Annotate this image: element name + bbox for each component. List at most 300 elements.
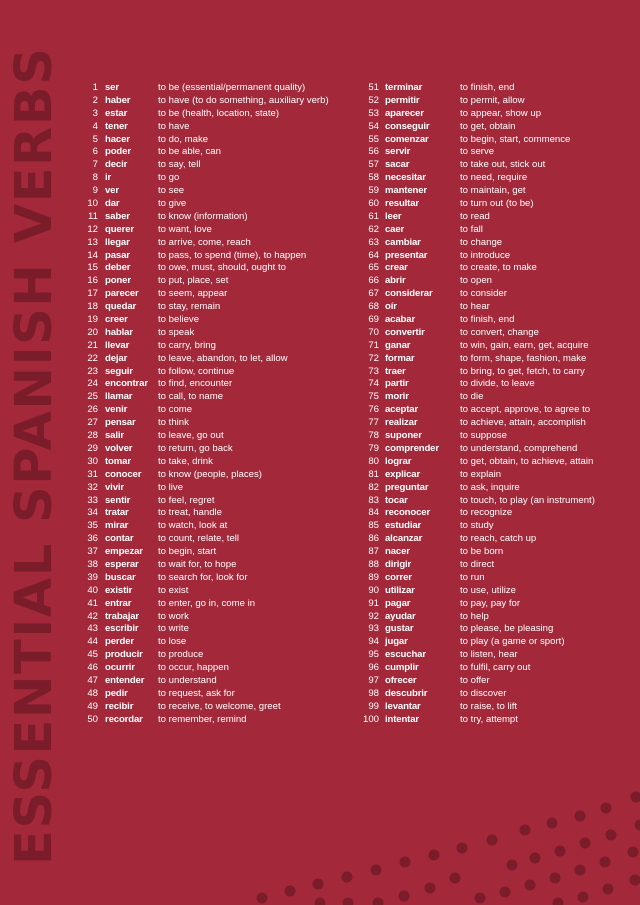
decor-dot xyxy=(580,838,591,849)
verb-meaning: to request, ask for xyxy=(158,687,235,699)
verb-number: 70 xyxy=(368,326,379,338)
verb-meaning: to touch, to play (an instrument) xyxy=(460,494,595,506)
verb-meaning: to suppose xyxy=(460,430,507,442)
verb-spanish: mantener xyxy=(385,185,427,197)
verb-meaning: to reach, catch up xyxy=(460,533,537,545)
verb-spanish: llamar xyxy=(105,391,133,403)
verb-meaning: to know (information) xyxy=(158,210,248,222)
verb-spanish: volver xyxy=(105,442,133,454)
verb-meaning: to finish, end xyxy=(460,82,515,93)
verb-spanish: entender xyxy=(105,674,145,686)
verb-meaning: to get, obtain xyxy=(460,120,516,132)
verb-number: 27 xyxy=(87,417,98,429)
decor-dot xyxy=(373,898,384,905)
verb-meaning: to produce xyxy=(158,649,204,661)
verb-meaning: to please, be pleasing xyxy=(460,623,554,635)
verb-number: 66 xyxy=(368,275,379,287)
decor-dot xyxy=(525,880,536,891)
verb-number: 48 xyxy=(87,687,98,699)
verb-meaning: to call, to name xyxy=(158,391,224,403)
verb-number: 86 xyxy=(368,533,379,545)
decor-dot xyxy=(630,875,640,886)
verb-spanish: recibir xyxy=(105,700,134,712)
verb-spanish: vivir xyxy=(105,481,124,493)
verb-meaning: to begin, start xyxy=(158,546,217,558)
verb-meaning: to owe, must, should, ought to xyxy=(158,262,286,274)
verb-meaning: to begin, start, commence xyxy=(460,133,571,145)
verb-number: 40 xyxy=(87,584,98,596)
verb-number: 91 xyxy=(368,597,379,609)
verb-number: 63 xyxy=(368,236,379,248)
verb-spanish: leer xyxy=(385,210,402,222)
verb-number: 61 xyxy=(368,210,379,222)
verb-number: 36 xyxy=(87,533,98,545)
verb-number: 24 xyxy=(87,378,98,390)
verb-spanish: jugar xyxy=(385,636,408,648)
verb-spanish: tener xyxy=(105,120,128,132)
verb-spanish: morir xyxy=(385,391,409,403)
decor-dot xyxy=(342,872,353,883)
verb-spanish: mirar xyxy=(105,520,129,532)
verb-meaning: to pay, pay for xyxy=(460,597,521,609)
verb-number: 31 xyxy=(87,468,98,480)
verb-meaning: to finish, end xyxy=(460,314,515,326)
verb-meaning: to achieve, attain, accomplish xyxy=(460,417,586,429)
verb-meaning: to see xyxy=(158,185,185,197)
verb-spanish: conocer xyxy=(105,468,142,480)
verb-number: 26 xyxy=(87,404,98,416)
verb-meaning: to occur, happen xyxy=(158,662,229,674)
verb-spanish: alcanzar xyxy=(385,533,423,545)
decor-dot xyxy=(475,893,486,904)
verb-number: 60 xyxy=(368,198,379,210)
verb-number: 28 xyxy=(87,430,98,442)
verb-meaning: to find, encounter xyxy=(158,378,233,390)
verb-meaning: to leave, abandon, to let, allow xyxy=(158,352,288,364)
decor-dot xyxy=(371,865,382,876)
decor-dot xyxy=(555,846,566,857)
decor-dot xyxy=(425,883,436,894)
verb-meaning: to arrive, come, reach xyxy=(158,236,251,248)
verb-meaning: to accept, approve, to agree to xyxy=(460,404,591,416)
verb-spanish: ayudar xyxy=(385,610,416,622)
verb-spanish: ver xyxy=(105,185,119,197)
verb-spanish: salir xyxy=(105,430,124,442)
verb-number: 16 xyxy=(87,275,98,287)
verb-number: 100 xyxy=(362,713,379,725)
verb-meaning: to study xyxy=(460,520,494,532)
verb-number: 90 xyxy=(368,584,379,596)
verb-spanish: dirigir xyxy=(385,558,412,570)
verb-spanish: venir xyxy=(105,404,128,416)
verb-spanish: descubrir xyxy=(385,687,428,699)
verb-number: 30 xyxy=(87,455,98,467)
verb-spanish: pagar xyxy=(385,597,411,609)
verb-number: 93 xyxy=(368,623,379,635)
verb-number: 10 xyxy=(87,198,98,210)
verb-spanish: tocar xyxy=(385,494,408,506)
decor-dot xyxy=(457,843,468,854)
verb-meaning: to enter, go in, come in xyxy=(158,597,256,609)
verb-meaning: to consider xyxy=(460,288,507,300)
verb-spanish: escuchar xyxy=(385,649,426,661)
verb-spanish: correr xyxy=(385,571,412,583)
verb-spanish: reconocer xyxy=(385,507,431,519)
decor-dot xyxy=(547,818,558,829)
verb-spanish: dar xyxy=(105,198,120,210)
verb-meaning: to receive, to welcome, greet xyxy=(158,700,281,712)
verb-spanish: recordar xyxy=(105,713,143,725)
verb-number: 37 xyxy=(87,546,98,558)
verb-meaning: to form, shape, fashion, make xyxy=(460,352,587,364)
verb-spanish: permitir xyxy=(385,94,420,106)
decor-dot xyxy=(487,835,498,846)
verb-spanish: ganar xyxy=(385,339,411,351)
verb-meaning: to raise, to lift xyxy=(460,700,518,712)
verb-number: 15 xyxy=(87,262,98,274)
verb-number: 65 xyxy=(368,262,379,274)
verb-number: 5 xyxy=(92,133,98,145)
verb-meaning: to give xyxy=(158,198,187,210)
verb-meaning: to need, require xyxy=(460,172,528,184)
verb-spanish: deber xyxy=(105,262,131,274)
verb-meaning: to divide, to leave xyxy=(460,378,535,390)
decor-dot xyxy=(575,811,586,822)
verb-number: 41 xyxy=(87,597,98,609)
verb-spanish: aceptar xyxy=(385,404,419,416)
verb-meaning: to think xyxy=(158,417,189,429)
verb-spanish: contar xyxy=(105,533,134,545)
verb-number: 51 xyxy=(368,82,379,93)
verb-meaning: to ask, inquire xyxy=(460,481,520,493)
verb-meaning: to direct xyxy=(460,558,495,570)
verb-spanish: trabajar xyxy=(105,610,139,622)
verb-spanish: caer xyxy=(385,223,405,235)
verb-meaning: to count, relate, tell xyxy=(158,533,240,545)
decor-dot xyxy=(575,865,586,876)
verb-number: 95 xyxy=(368,649,379,661)
verb-meaning: to seem, appear xyxy=(158,288,228,300)
verb-number: 97 xyxy=(368,674,379,686)
verb-spanish: nacer xyxy=(385,546,410,558)
verb-number: 99 xyxy=(368,700,379,712)
decor-dot xyxy=(285,886,296,897)
verb-meaning: to put, place, set xyxy=(158,275,229,287)
verb-number: 56 xyxy=(368,146,379,158)
verb-spanish: pensar xyxy=(105,417,136,429)
verb-number: 68 xyxy=(368,301,379,313)
verb-spanish: seguir xyxy=(105,365,133,377)
verb-meaning: to open xyxy=(460,275,493,287)
verb-spanish: resultar xyxy=(385,198,419,210)
decor-dot xyxy=(429,850,440,861)
verb-spanish: quedar xyxy=(105,301,137,313)
verb-number: 47 xyxy=(87,674,98,686)
verb-meaning: to hear xyxy=(460,301,490,313)
verb-meaning: to understand, comprehend xyxy=(460,442,578,454)
verb-number: 38 xyxy=(87,558,98,570)
verb-number: 11 xyxy=(88,210,98,222)
verb-meaning: to run xyxy=(460,571,485,583)
verb-number: 79 xyxy=(368,442,379,454)
verb-number: 6 xyxy=(92,146,98,158)
verb-meaning: to lose xyxy=(158,636,187,648)
verb-number: 94 xyxy=(368,636,379,648)
verb-number: 64 xyxy=(368,249,379,261)
verb-spanish: terminar xyxy=(385,82,423,93)
verb-number: 59 xyxy=(368,185,379,197)
verb-number: 82 xyxy=(368,481,379,493)
verb-spanish: haber xyxy=(105,94,131,106)
verb-number: 53 xyxy=(368,107,379,119)
decor-dot xyxy=(530,853,541,864)
decor-dot xyxy=(313,879,324,890)
verb-meaning: to search for, look for xyxy=(158,571,248,583)
verb-spanish: convertir xyxy=(385,326,425,338)
verb-spanish: oír xyxy=(385,301,397,313)
verb-number: 85 xyxy=(368,520,379,532)
verb-spanish: parecer xyxy=(105,288,139,300)
verb-spanish: sentir xyxy=(105,494,131,506)
verb-spanish: formar xyxy=(385,352,415,364)
verb-meaning: to know (people, places) xyxy=(158,468,262,480)
verb-spanish: cambiar xyxy=(385,236,421,248)
verb-number: 18 xyxy=(87,301,98,313)
verb-meaning: to say, tell xyxy=(158,159,201,171)
verb-spanish: necesitar xyxy=(385,172,426,184)
verb-spanish: aparecer xyxy=(385,107,424,119)
verb-spanish: escribir xyxy=(105,623,139,635)
verb-number: 78 xyxy=(368,430,379,442)
verb-spanish: estar xyxy=(105,107,128,119)
verb-spanish: comprender xyxy=(385,442,439,454)
verb-meaning: to watch, look at xyxy=(158,520,228,532)
verb-number: 73 xyxy=(368,365,379,377)
verb-number: 8 xyxy=(92,172,98,184)
verb-spanish: creer xyxy=(105,314,128,326)
decor-dot xyxy=(600,857,611,868)
verb-spanish: gustar xyxy=(385,623,414,635)
decor-dot xyxy=(603,884,614,895)
verb-meaning: to wait for, to hope xyxy=(158,558,237,570)
decor-dot xyxy=(606,830,617,841)
verb-number: 21 xyxy=(87,339,98,351)
verb-spanish: entrar xyxy=(105,597,132,609)
verb-spanish: ofrecer xyxy=(385,674,417,686)
decor-dot xyxy=(553,898,564,905)
verb-meaning: to take, drink xyxy=(158,455,213,467)
verb-spanish: producir xyxy=(105,649,143,661)
verb-meaning: to listen, hear xyxy=(460,649,518,661)
verb-meaning: to be (health, location, state) xyxy=(158,107,280,119)
verb-number: 45 xyxy=(87,649,98,661)
verb-meaning: to appear, show up xyxy=(460,107,542,119)
verb-number: 42 xyxy=(87,610,98,622)
verb-number: 13 xyxy=(87,236,98,248)
verb-meaning: to introduce xyxy=(460,249,511,261)
verb-meaning: to permit, allow xyxy=(460,94,525,106)
verb-number: 74 xyxy=(368,378,379,390)
verb-meaning: to carry, bring xyxy=(158,339,216,351)
verb-spanish: estudiar xyxy=(385,520,422,532)
verb-spanish: realizar xyxy=(385,417,418,429)
verb-number: 1 xyxy=(92,82,98,93)
verb-number: 29 xyxy=(87,442,98,454)
verb-number: 57 xyxy=(368,159,379,171)
verb-spanish: existir xyxy=(105,584,133,596)
page-title: ESSENTIAL SPANISH VERBS xyxy=(5,46,64,865)
verb-number: 88 xyxy=(368,558,379,570)
verb-spanish: suponer xyxy=(385,430,422,442)
verb-meaning: to be born xyxy=(460,546,504,558)
verb-number: 44 xyxy=(87,636,98,648)
verb-number: 46 xyxy=(87,662,98,674)
decor-dot xyxy=(500,887,511,898)
verb-spanish: hablar xyxy=(105,326,133,338)
verb-number: 55 xyxy=(368,133,379,145)
verb-number: 17 xyxy=(87,288,98,300)
verb-meaning: to have xyxy=(158,120,190,132)
verb-number: 43 xyxy=(87,623,98,635)
verb-meaning: to write xyxy=(158,623,189,635)
verb-meaning: to understand xyxy=(158,674,217,686)
verb-number: 4 xyxy=(92,120,98,132)
decor-dot xyxy=(399,891,410,902)
verb-number: 72 xyxy=(368,352,379,364)
verb-number: 67 xyxy=(368,288,379,300)
decor-dot xyxy=(507,860,518,871)
verb-meaning: to exist xyxy=(158,584,189,596)
verb-number: 50 xyxy=(87,713,98,725)
verb-spanish: intentar xyxy=(385,713,419,725)
verb-meaning: to use, utilize xyxy=(460,584,516,596)
verb-spanish: traer xyxy=(385,365,406,377)
verb-spanish: levantar xyxy=(385,700,421,712)
verb-meaning: to leave, go out xyxy=(158,430,224,442)
verb-spanish: considerar xyxy=(385,288,433,300)
decor-dot xyxy=(578,892,589,903)
verb-meaning: to live xyxy=(158,481,184,493)
verb-spanish: partir xyxy=(385,378,409,390)
verb-meaning: to follow, continue xyxy=(158,365,235,377)
decor-dot xyxy=(520,825,531,836)
verb-number: 25 xyxy=(87,391,98,403)
verb-spanish: dejar xyxy=(105,352,128,364)
decor-dot xyxy=(631,792,640,803)
verb-spanish: comenzar xyxy=(385,133,429,145)
decor-dot xyxy=(343,898,354,905)
verb-spanish: poner xyxy=(105,275,131,287)
verb-meaning: to read xyxy=(460,210,490,222)
verb-number: 12 xyxy=(87,223,98,235)
verb-spanish: perder xyxy=(105,636,134,648)
verb-number: 52 xyxy=(368,94,379,106)
verb-meaning: to recognize xyxy=(460,507,513,519)
verb-spanish: llegar xyxy=(105,236,130,248)
verb-number: 76 xyxy=(368,404,379,416)
decor-dot xyxy=(635,820,640,831)
verb-meaning: to believe xyxy=(158,314,200,326)
verb-spanish: ocurrir xyxy=(105,662,135,674)
verb-number: 20 xyxy=(87,326,98,338)
verb-spanish: preguntar xyxy=(385,481,429,493)
verb-spanish: pasar xyxy=(105,249,130,261)
verb-meaning: to change xyxy=(460,236,503,248)
verb-spanish: pedir xyxy=(105,687,128,699)
verb-number: 54 xyxy=(368,120,379,132)
verb-meaning: to work xyxy=(158,610,189,622)
verb-meaning: to try, attempt xyxy=(460,713,518,725)
decor-dot xyxy=(601,803,612,814)
verb-number: 22 xyxy=(87,352,98,364)
verb-meaning: to come xyxy=(158,404,193,416)
verb-number: 92 xyxy=(368,610,379,622)
verb-spanish: tomar xyxy=(105,455,131,467)
verb-meaning: to be (essential/permanent quality) xyxy=(158,82,306,93)
verb-number: 96 xyxy=(368,662,379,674)
decor-dot xyxy=(550,873,561,884)
verb-spanish: llevar xyxy=(105,339,130,351)
verb-number: 83 xyxy=(368,494,379,506)
verb-spanish: esperar xyxy=(105,558,139,570)
verb-number: 58 xyxy=(368,172,379,184)
verb-meaning: to serve xyxy=(460,146,495,158)
verb-number: 80 xyxy=(368,455,379,467)
verb-number: 14 xyxy=(87,249,98,261)
verb-meaning: to have (to do something, auxiliary verb) xyxy=(158,94,329,106)
verb-meaning: to offer xyxy=(460,674,490,686)
verb-number: 69 xyxy=(368,314,379,326)
verb-number: 81 xyxy=(368,468,379,480)
verb-meaning: to discover xyxy=(460,687,507,699)
verb-spanish: saber xyxy=(105,210,130,222)
verb-spanish: crear xyxy=(385,262,408,274)
verb-spanish: tratar xyxy=(105,507,129,519)
verb-spanish: sacar xyxy=(385,159,410,171)
verb-meaning: to fulfil, carry out xyxy=(460,662,531,674)
verb-number: 71 xyxy=(368,339,379,351)
verb-number: 84 xyxy=(368,507,379,519)
verb-number: 62 xyxy=(368,223,379,235)
verb-number: 98 xyxy=(368,687,379,699)
verb-meaning: to explain xyxy=(460,468,502,480)
verb-number: 9 xyxy=(92,185,98,197)
verb-number: 89 xyxy=(368,571,379,583)
verb-meaning: to feel, regret xyxy=(158,494,215,506)
verb-spanish: poder xyxy=(105,146,131,158)
verb-number: 7 xyxy=(92,159,98,171)
verb-meaning: to win, gain, earn, get, acquire xyxy=(460,339,589,351)
verb-meaning: to take out, stick out xyxy=(460,159,546,171)
verb-spanish: presentar xyxy=(385,249,428,261)
verb-number: 87 xyxy=(368,546,379,558)
verb-spanish: servir xyxy=(385,146,411,158)
verb-spanish: ser xyxy=(105,82,119,93)
verb-spanish: lograr xyxy=(385,455,412,467)
decor-dot xyxy=(400,857,411,868)
verb-meaning: to turn out (to be) xyxy=(460,198,534,210)
verb-meaning: to convert, change xyxy=(460,326,539,338)
verb-meaning: to fall xyxy=(460,223,483,235)
verb-number: 19 xyxy=(87,314,98,326)
verb-spanish: acabar xyxy=(385,314,416,326)
verb-meaning: to stay, remain xyxy=(158,301,221,313)
verb-spanish: encontrar xyxy=(105,378,148,390)
verb-spanish: hacer xyxy=(105,133,130,145)
verb-spanish: querer xyxy=(105,223,134,235)
verb-meaning: to die xyxy=(460,391,484,403)
verb-meaning: to get, obtain, to achieve, attain xyxy=(460,455,594,467)
